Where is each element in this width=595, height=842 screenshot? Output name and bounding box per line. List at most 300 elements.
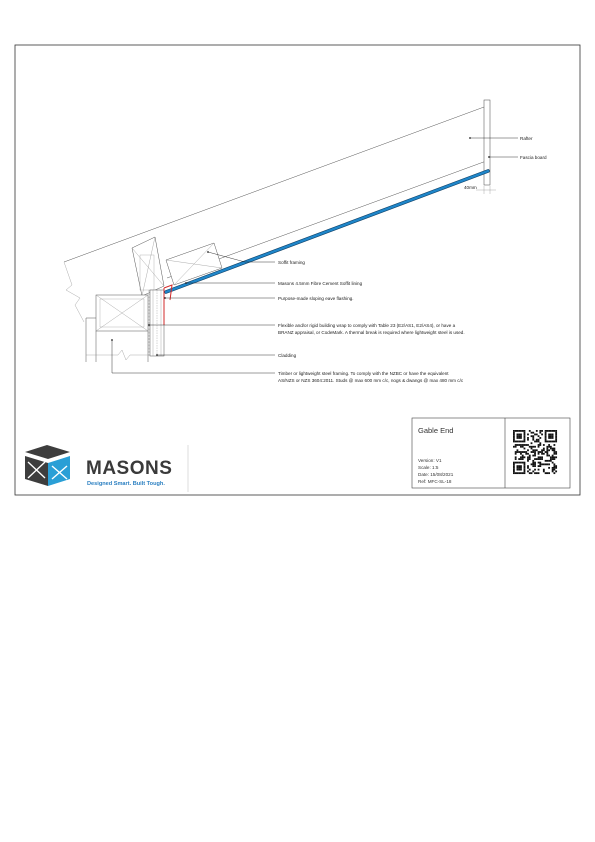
qr-module — [538, 451, 540, 453]
qr-module — [545, 435, 547, 437]
qr-module — [536, 472, 538, 474]
qr-module — [541, 463, 543, 465]
qr-module — [527, 456, 529, 458]
qr-module — [545, 437, 547, 439]
qr-module — [518, 434, 520, 436]
qr-module — [520, 446, 522, 448]
qr-module — [527, 449, 529, 451]
qr-module — [518, 472, 520, 474]
qr-module — [543, 470, 545, 472]
qr-module — [520, 435, 522, 437]
qr-module — [550, 434, 552, 436]
qr-module — [550, 456, 552, 458]
qr-module — [550, 430, 552, 432]
qr-module — [543, 463, 545, 465]
qr-module — [520, 458, 522, 460]
qr-module — [552, 430, 554, 432]
qr-module — [536, 430, 538, 432]
label-framing-2: AS/NZS or NZS 3604:2011. Studs @ max 600 mm c/c, nogs & dwangs @ max 480 mm c/c — [278, 378, 464, 383]
qr-module — [518, 469, 520, 471]
qr-module — [527, 458, 529, 460]
qr-module — [545, 439, 547, 441]
qr-module — [552, 455, 554, 457]
qr-module — [553, 472, 555, 474]
qr-module — [513, 435, 515, 437]
qr-module — [531, 446, 533, 448]
qr-module — [534, 453, 536, 455]
qr-module — [524, 456, 526, 458]
qr-module — [548, 449, 550, 451]
qr-module — [534, 472, 536, 474]
qr-module — [522, 455, 524, 457]
qr-module — [513, 467, 515, 469]
qr-module — [538, 465, 540, 467]
qr-module — [513, 469, 515, 471]
qr-module — [520, 451, 522, 453]
qr-module — [539, 444, 541, 446]
qr-module — [555, 434, 557, 436]
qr-module — [555, 470, 557, 472]
qr-module — [518, 465, 520, 467]
qr-module — [555, 453, 557, 455]
qr-module — [518, 467, 520, 469]
qr-module — [515, 472, 517, 474]
qr-module — [529, 472, 531, 474]
label-flashing: Purpose-made sloping eave flashing. — [278, 296, 354, 301]
drawing-scale: Scale: 1:5 — [418, 465, 439, 470]
qr-module — [552, 458, 554, 460]
qr-module — [539, 451, 541, 453]
qr-module — [522, 444, 524, 446]
qr-module — [548, 455, 550, 457]
qr-module — [515, 446, 517, 448]
qr-module — [539, 442, 541, 444]
title-block — [412, 418, 570, 488]
qr-module — [548, 444, 550, 446]
qr-module — [517, 472, 519, 474]
qr-module — [536, 458, 538, 460]
qr-module — [555, 430, 557, 432]
qr-module — [515, 444, 517, 446]
qr-module — [517, 449, 519, 451]
qr-module — [532, 465, 534, 467]
qr-module — [552, 449, 554, 451]
qr-module — [532, 463, 534, 465]
qr-module — [538, 469, 540, 471]
qr-module — [532, 470, 534, 472]
qr-module — [545, 430, 547, 432]
qr-module — [524, 463, 526, 465]
qr-module — [520, 467, 522, 469]
qr-module — [529, 430, 531, 432]
qr-module — [538, 453, 540, 455]
qr-module — [541, 430, 543, 432]
qr-module — [541, 434, 543, 436]
qr-module — [552, 434, 554, 436]
qr-module — [534, 469, 536, 471]
qr-module — [538, 472, 540, 474]
drawing-title: Gable End — [418, 426, 454, 435]
qr-module — [513, 432, 515, 434]
qr-module — [552, 437, 554, 439]
qr-module — [539, 463, 541, 465]
qr-module — [529, 455, 531, 457]
qr-module — [539, 458, 541, 460]
qr-module — [527, 439, 529, 441]
qr-module — [539, 437, 541, 439]
qr-module — [546, 449, 548, 451]
qr-module — [529, 456, 531, 458]
brand-name: MASONS — [86, 458, 173, 479]
qr-module — [545, 472, 547, 474]
qr-module — [545, 451, 547, 453]
qr-module — [522, 430, 524, 432]
qr-module — [517, 462, 519, 464]
qr-module — [553, 465, 555, 467]
qr-module — [531, 463, 533, 465]
qr-module — [513, 441, 515, 443]
qr-module — [513, 446, 515, 448]
qr-module — [546, 451, 548, 453]
qr-module — [545, 463, 547, 465]
qr-module — [546, 453, 548, 455]
qr-module — [529, 469, 531, 471]
qr-module — [518, 430, 520, 432]
qr-module — [555, 465, 557, 467]
qr-module — [532, 432, 534, 434]
qr-module — [548, 460, 550, 462]
qr-module — [520, 453, 522, 455]
qr-module — [527, 467, 529, 469]
qr-module — [548, 467, 550, 469]
qr-module — [541, 456, 543, 458]
qr-module — [518, 441, 520, 443]
qr-module — [541, 451, 543, 453]
qr-module — [525, 444, 527, 446]
qr-module — [552, 448, 554, 450]
qr-module — [524, 462, 526, 464]
qr-module — [538, 435, 540, 437]
qr-module — [515, 430, 517, 432]
qr-module — [518, 437, 520, 439]
qr-module — [524, 465, 526, 467]
qr-module — [522, 472, 524, 474]
drawing-version: Version: V1 — [418, 458, 442, 463]
qr-module — [541, 449, 543, 451]
qr-module — [522, 462, 524, 464]
qr-module — [553, 469, 555, 471]
qr-module — [513, 465, 515, 467]
qr-module — [517, 441, 519, 443]
qr-module — [515, 458, 517, 460]
qr-module — [543, 448, 545, 450]
qr-module — [531, 435, 533, 437]
qr-module — [541, 453, 543, 455]
drawing-ref: Ref: MFC-SL-18 — [418, 479, 452, 484]
qr-module — [524, 444, 526, 446]
qr-module — [524, 467, 526, 469]
qr-module — [550, 441, 552, 443]
qr-module — [520, 437, 522, 439]
qr-module — [518, 444, 520, 446]
qr-module — [552, 435, 554, 437]
qr-module — [517, 469, 519, 471]
label-framing-1: Timber or lightweight steel framing. To comply with the NZBC or have the equivalent — [278, 371, 449, 376]
qr-module — [513, 439, 515, 441]
qr-module — [525, 451, 527, 453]
qr-module — [534, 449, 536, 451]
qr-module — [529, 458, 531, 460]
qr-module — [520, 472, 522, 474]
qr-module — [545, 434, 547, 436]
qr-module — [520, 462, 522, 464]
qr-module — [546, 460, 548, 462]
qr-module — [524, 470, 526, 472]
qr-module — [524, 430, 526, 432]
qr-module — [552, 456, 554, 458]
qr-module — [534, 441, 536, 443]
qr-module — [538, 444, 540, 446]
qr-module — [527, 460, 529, 462]
qr-module — [539, 465, 541, 467]
qr-module — [524, 434, 526, 436]
qr-module — [555, 451, 557, 453]
qr-module — [553, 451, 555, 453]
qr-module — [517, 437, 519, 439]
qr-module — [548, 437, 550, 439]
qr-module — [538, 439, 540, 441]
qr-module — [532, 451, 534, 453]
qr-module — [518, 435, 520, 437]
qr-module — [548, 430, 550, 432]
qr-module — [515, 462, 517, 464]
qr-module — [531, 472, 533, 474]
qr-module — [545, 460, 547, 462]
qr-module — [520, 465, 522, 467]
qr-module — [555, 432, 557, 434]
qr-module — [538, 458, 540, 460]
qr-module — [524, 435, 526, 437]
qr-module — [539, 430, 541, 432]
qr-module — [524, 472, 526, 474]
qr-module — [517, 465, 519, 467]
qr-module — [520, 444, 522, 446]
qr-module — [532, 437, 534, 439]
qr-module — [524, 437, 526, 439]
qr-module — [550, 435, 552, 437]
qr-module — [553, 463, 555, 465]
qr-module — [553, 458, 555, 460]
qr-module — [531, 448, 533, 450]
qr-module — [553, 449, 555, 451]
qr-module — [524, 448, 526, 450]
qr-module — [527, 437, 529, 439]
qr-module — [553, 444, 555, 446]
label-rafter: Rafter — [520, 136, 533, 141]
qr-module — [553, 448, 555, 450]
qr-module — [546, 441, 548, 443]
qr-module — [527, 444, 529, 446]
qr-module — [539, 462, 541, 464]
qr-module — [524, 439, 526, 441]
qr-module — [546, 448, 548, 450]
qr-module — [550, 446, 552, 448]
qr-module — [532, 460, 534, 462]
qr-module — [534, 451, 536, 453]
qr-module — [548, 441, 550, 443]
qr-module — [548, 435, 550, 437]
qr-module — [548, 463, 550, 465]
qr-module — [543, 449, 545, 451]
qr-module — [546, 455, 548, 457]
qr-module — [555, 439, 557, 441]
qr-module — [532, 439, 534, 441]
qr-module — [529, 446, 531, 448]
label-wrap-1: Flexible and/or rigid building wrap to comply with Table 23 (E2/AS1, E2/AS4), or have a — [278, 323, 456, 328]
dim-label: 40mm — [464, 185, 477, 190]
qr-module — [552, 441, 554, 443]
qr-module — [517, 435, 519, 437]
qr-module — [518, 462, 520, 464]
qr-module — [546, 463, 548, 465]
qr-module — [513, 472, 515, 474]
qr-module — [534, 446, 536, 448]
qr-module — [553, 467, 555, 469]
brand-tagline: Designed Smart. Built Tough. — [87, 481, 165, 487]
qr-module — [545, 432, 547, 434]
qr-module — [517, 467, 519, 469]
label-fascia: Fascia board — [520, 155, 547, 160]
qr-module — [513, 437, 515, 439]
qr-module — [555, 437, 557, 439]
qr-module — [534, 434, 536, 436]
qr-module — [536, 449, 538, 451]
qr-module — [524, 469, 526, 471]
qr-module — [550, 458, 552, 460]
label-cladding: Cladding — [278, 353, 297, 358]
qr-module — [513, 434, 515, 436]
qr-module — [515, 441, 517, 443]
qr-module — [513, 430, 515, 432]
qr-module — [550, 460, 552, 462]
qr-module — [534, 463, 536, 465]
qr-module — [518, 458, 520, 460]
qr-module — [520, 469, 522, 471]
qr-module — [515, 456, 517, 458]
qr-module — [518, 451, 520, 453]
qr-module — [536, 434, 538, 436]
qr-module — [513, 463, 515, 465]
label-soffit-lining: Masons 4.5mm Fibre Cement Soffit lining — [278, 281, 363, 286]
qr-module — [517, 451, 519, 453]
label-wrap-2: BRANZ appraisal, or CodeMark. A thermal break is required where lightweight steel is used. — [278, 330, 465, 335]
qr-module — [531, 442, 533, 444]
qr-module — [522, 451, 524, 453]
qr-module — [543, 453, 545, 455]
qr-module — [525, 453, 527, 455]
qr-module — [553, 453, 555, 455]
qr-module — [532, 446, 534, 448]
qr-module — [536, 441, 538, 443]
qr-module — [555, 467, 557, 469]
qr-module — [531, 451, 533, 453]
qr-module — [550, 448, 552, 450]
qr-module — [513, 470, 515, 472]
qr-module — [552, 469, 554, 471]
qr-module — [513, 462, 515, 464]
qr-module — [538, 441, 540, 443]
qr-module — [538, 456, 540, 458]
qr-module — [522, 456, 524, 458]
logo-mark-icon — [25, 445, 70, 486]
qr-module — [539, 456, 541, 458]
label-soffit-framing: Soffit framing — [278, 260, 305, 265]
qr-module — [527, 465, 529, 467]
qr-module — [520, 441, 522, 443]
qr-module — [531, 432, 533, 434]
qr-module — [520, 456, 522, 458]
qr-module — [553, 430, 555, 432]
qr-module — [550, 437, 552, 439]
qr-module — [539, 432, 541, 434]
qr-module — [534, 455, 536, 457]
qr-module — [555, 435, 557, 437]
qr-module — [517, 430, 519, 432]
qr-module — [546, 430, 548, 432]
qr-module — [532, 462, 534, 464]
qr-module — [522, 458, 524, 460]
qr-module — [552, 462, 554, 464]
qr-module — [552, 470, 554, 472]
qr-module — [534, 462, 536, 464]
qr-module — [522, 441, 524, 443]
qr-module — [541, 458, 543, 460]
qr-module — [527, 470, 529, 472]
qr-module — [538, 462, 540, 464]
qr-module — [548, 472, 550, 474]
qr-module — [548, 446, 550, 448]
qr-module — [534, 458, 536, 460]
qr-module — [545, 441, 547, 443]
qr-module — [553, 441, 555, 443]
qr-module — [546, 446, 548, 448]
qr-module — [543, 469, 545, 471]
qr-module — [548, 434, 550, 436]
drawing-date: Date: 15/08/2021 — [418, 472, 454, 477]
qr-module — [524, 451, 526, 453]
qr-module — [536, 439, 538, 441]
qr-module — [538, 446, 540, 448]
qr-module — [515, 451, 517, 453]
qr-module — [517, 444, 519, 446]
qr-module — [532, 449, 534, 451]
qr-module — [527, 434, 529, 436]
qr-module — [552, 467, 554, 469]
qr-module — [515, 453, 517, 455]
qr-module — [520, 430, 522, 432]
qr-module — [553, 456, 555, 458]
cladding — [150, 290, 164, 356]
qr-module — [520, 434, 522, 436]
qr-module — [532, 435, 534, 437]
qr-module — [534, 465, 536, 467]
qr-module — [546, 472, 548, 474]
qr-module — [555, 456, 557, 458]
qr-module — [517, 434, 519, 436]
qr-module — [555, 441, 557, 443]
qr-module — [522, 446, 524, 448]
qr-module — [527, 453, 529, 455]
